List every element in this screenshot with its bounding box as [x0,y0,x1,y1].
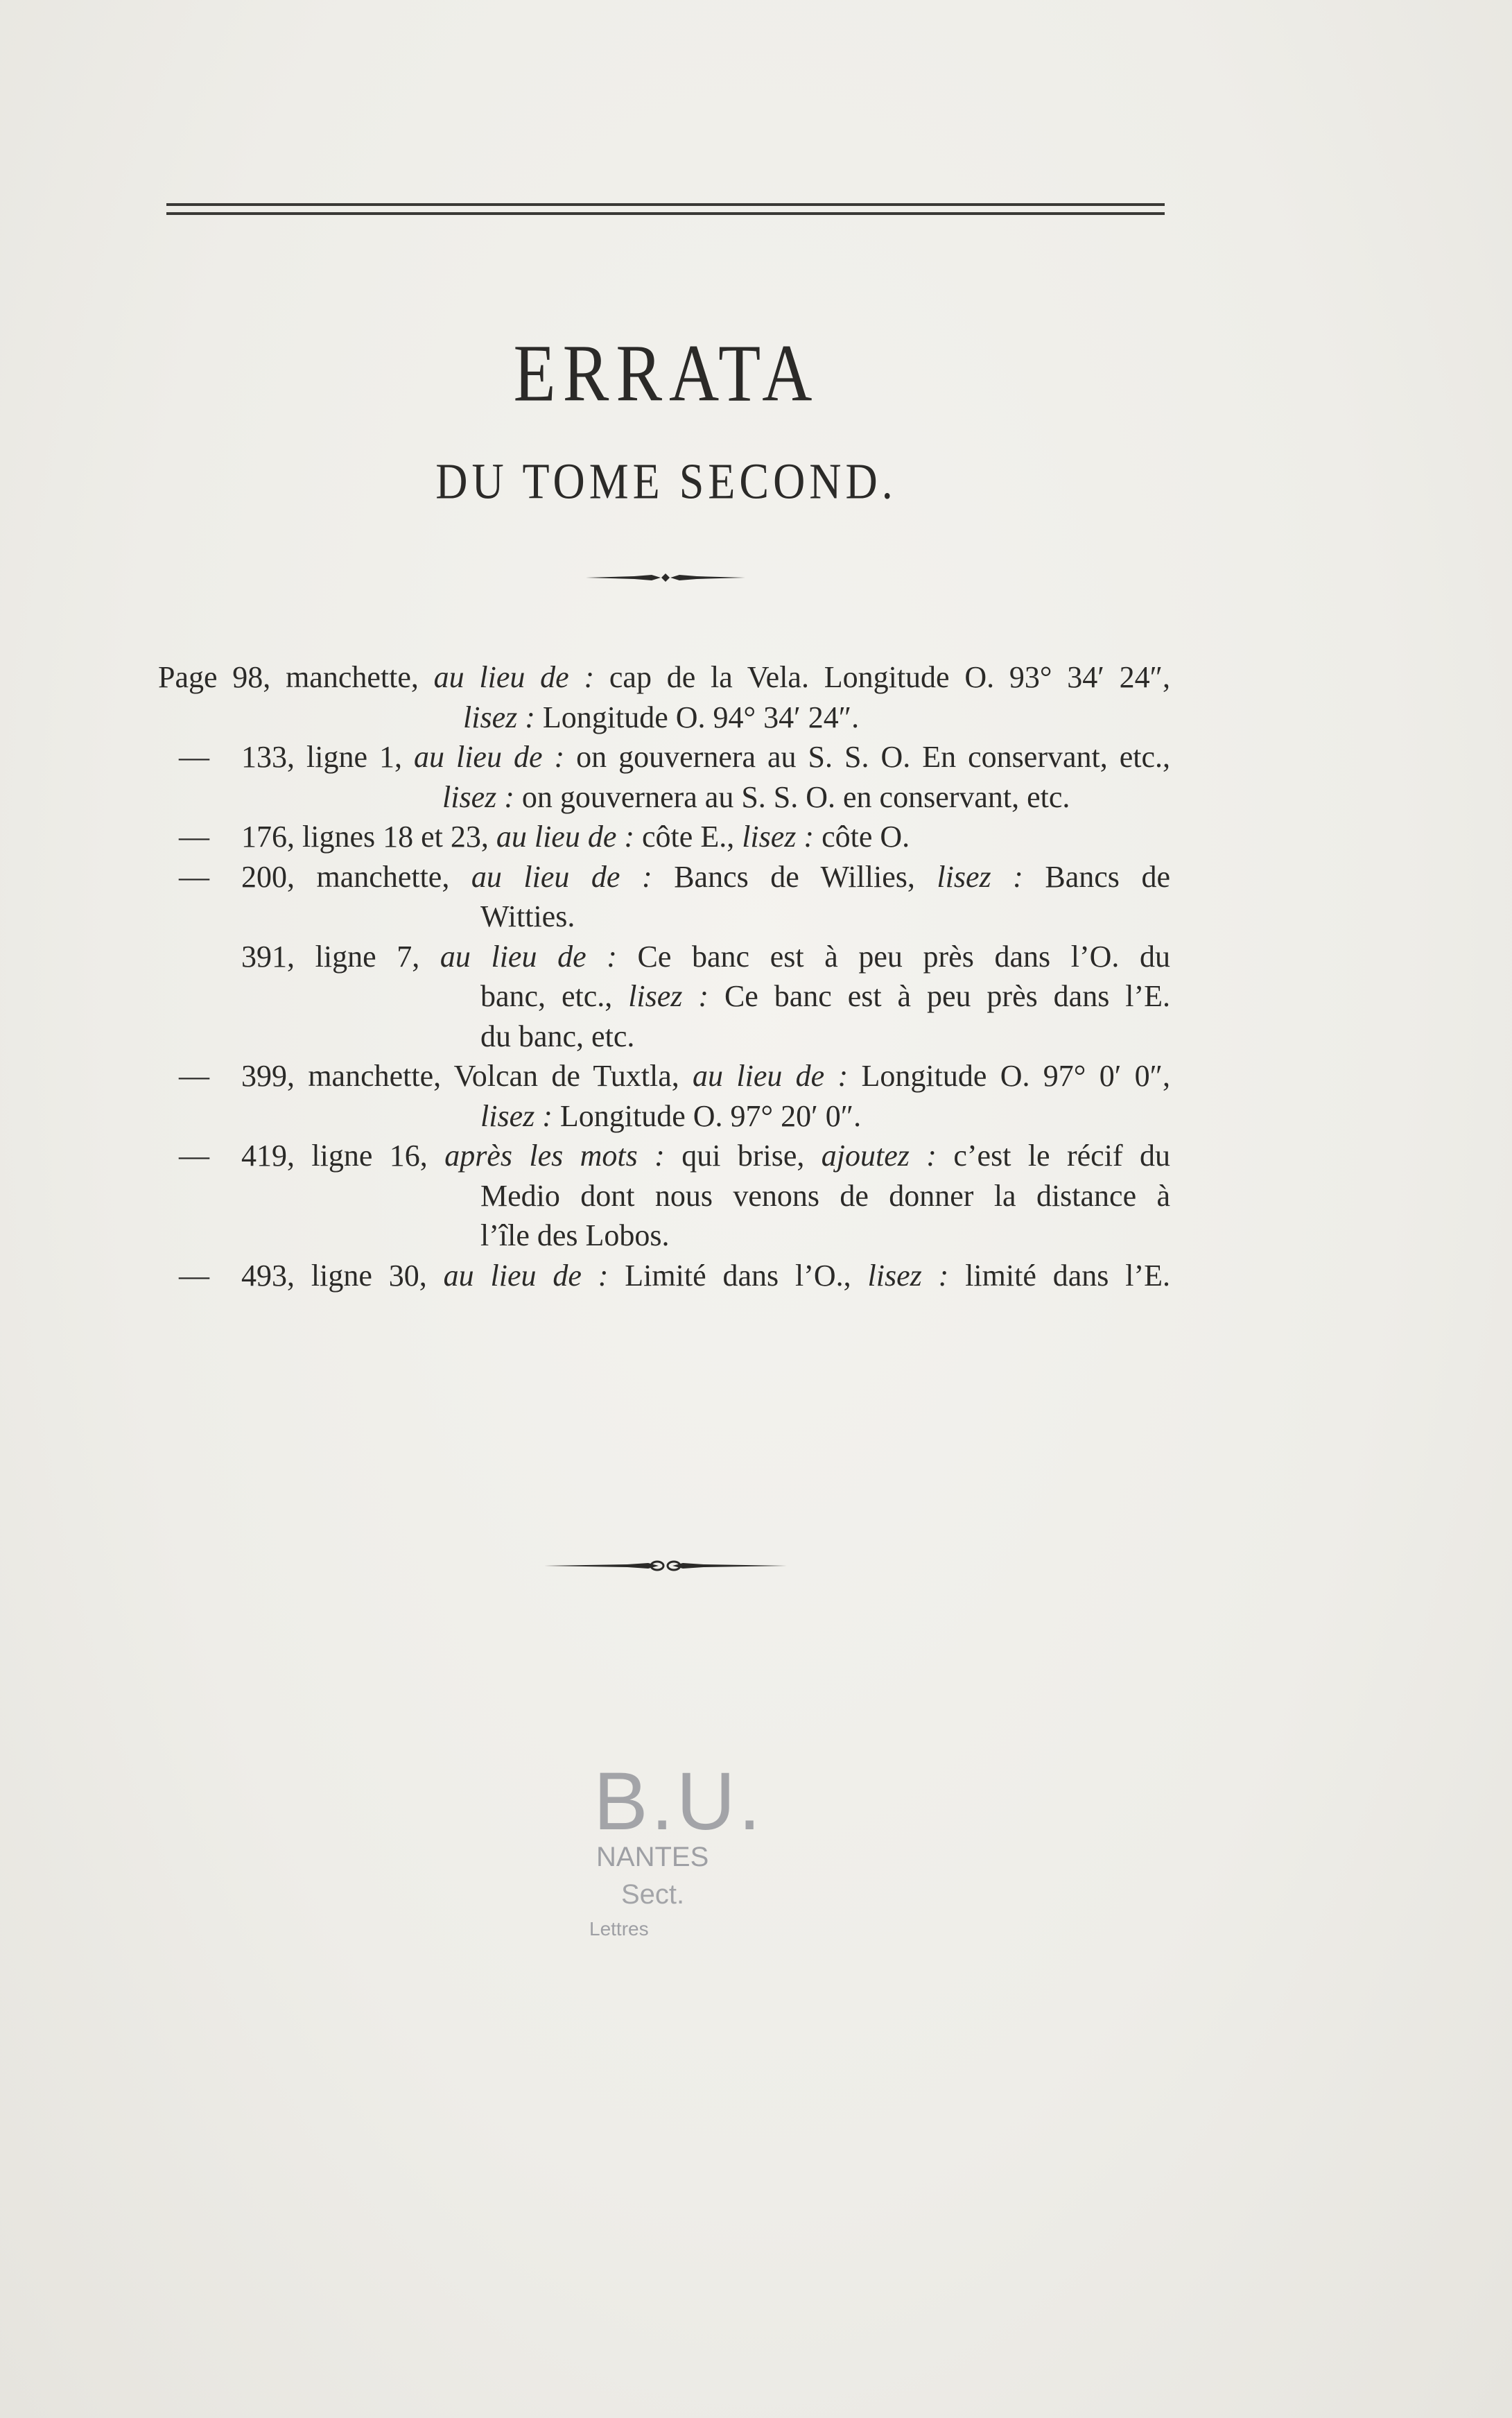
errata-text: 200, manchette, [241,859,471,894]
errata-italic-text: après les mots : [444,1139,665,1173]
ornament-divider-top [586,571,745,584]
errata-italic-text: lisez : [937,859,1023,894]
errata-text: on gouvernera au S. S. O. en conservant, etc. [514,779,1070,814]
errata-italic-text: lisez : [742,820,815,854]
errata-text: 419, ligne 16, [241,1139,445,1173]
errata-italic-text: lisez : [463,700,535,734]
errata-text: Bancs de Willies, [652,859,937,894]
errata-text: Medio dont nous venons de donner la distance à [480,1178,1170,1213]
errata-text: 493, ligne 30, [241,1258,444,1293]
errata-line [158,1136,1170,1176]
errata-text: 399, manchette, Volcan de Tuxtla, [241,1059,693,1093]
top-double-rule [166,203,1165,217]
errata-line [158,1216,1170,1256]
errata-text: limité dans l’E. [948,1258,1171,1293]
errata-text: Page 98, manchette, [158,660,434,694]
errata-text: qui brise, [664,1139,822,1173]
dash-mark: — [179,820,209,854]
errata-text: 133, ligne 1, [241,740,414,774]
errata-text: cap de la Vela. Longitude O. 93° 34′ 24″, [594,660,1170,694]
errata-line [158,777,1170,818]
errata-line [158,976,1170,1017]
dash-mark: — [179,1139,209,1173]
errata-text: c’est le récif du [936,1139,1170,1173]
errata-italic-text: au lieu de : [433,660,595,694]
stamp-line-bu: B.U. [593,1756,764,1847]
errata-text: côte O. [814,820,910,854]
page-subtitle: DU TOME SECOND. [435,453,897,510]
errata-line [158,1056,1170,1096]
errata-line [158,737,1170,777]
errata-line [158,1017,1170,1057]
errata-italic-text: lisez : [442,779,514,814]
errata-line [158,937,1170,977]
errata-line [158,698,1170,738]
errata-text: Longitude O. 97° 0′ 0″, [848,1059,1170,1093]
stamp-line-sect: Sect. [621,1879,685,1910]
stamp-line-lettres: Lettres [589,1918,649,1940]
errata-text: Longitude O. 94° 34′ 24″. [535,700,860,734]
errata-text: l’île des Lobos. [480,1218,670,1252]
dash-mark: — [179,1258,209,1293]
errata-text: côte E., [634,820,742,854]
dash-mark: — [179,859,209,894]
stamp-line-nantes: NANTES [596,1842,709,1872]
errata-text: Limité dans l’O., [608,1258,868,1293]
errata-line [158,1176,1170,1216]
errata-list [158,657,1170,1295]
dash-mark: — [179,740,209,774]
errata-text: du banc, etc. [480,1019,635,1053]
ornament-divider-bottom [544,1559,787,1573]
errata-italic-text: au lieu de : [443,1258,609,1293]
errata-text: 176, lignes 18 et 23, [241,820,496,854]
errata-line [158,897,1170,937]
errata-text: banc, etc., [480,979,629,1013]
errata-italic-text: au lieu de : [413,740,565,774]
errata-text: Ce banc est à peu près dans l’O. du [616,939,1171,974]
errata-text: Ce banc est à peu près dans l’E. [709,979,1170,1013]
errata-italic-text: lisez : [480,1098,553,1133]
errata-text: Longitude O. 97° 20′ 0″. [552,1098,862,1133]
errata-italic-text: au lieu de : [471,859,652,894]
errata-italic-text: lisez : [628,979,709,1013]
errata-italic-text: au lieu de : [440,939,617,974]
errata-text: Witties. [480,899,575,933]
errata-text: Bancs de [1023,859,1170,894]
errata-line [158,817,1170,857]
errata-text: 391, ligne 7, [241,939,440,974]
errata-line [158,657,1170,698]
errata-italic-text: ajoutez : [821,1139,937,1173]
errata-line [158,1256,1170,1296]
errata-line [158,857,1170,897]
rule-line-lower [166,212,1165,215]
errata-italic-text: au lieu de : [496,820,635,854]
errata-italic-text: au lieu de : [693,1059,849,1093]
errata-line [158,1096,1170,1137]
errata-italic-text: lisez : [867,1258,949,1293]
errata-text: on gouvernera au S. S. O. En conservant, etc., [564,740,1170,774]
rule-line-upper [166,203,1165,206]
dash-mark: — [179,1059,209,1093]
library-stamp [575,1754,764,1962]
page-title: ERRATA [513,327,819,419]
